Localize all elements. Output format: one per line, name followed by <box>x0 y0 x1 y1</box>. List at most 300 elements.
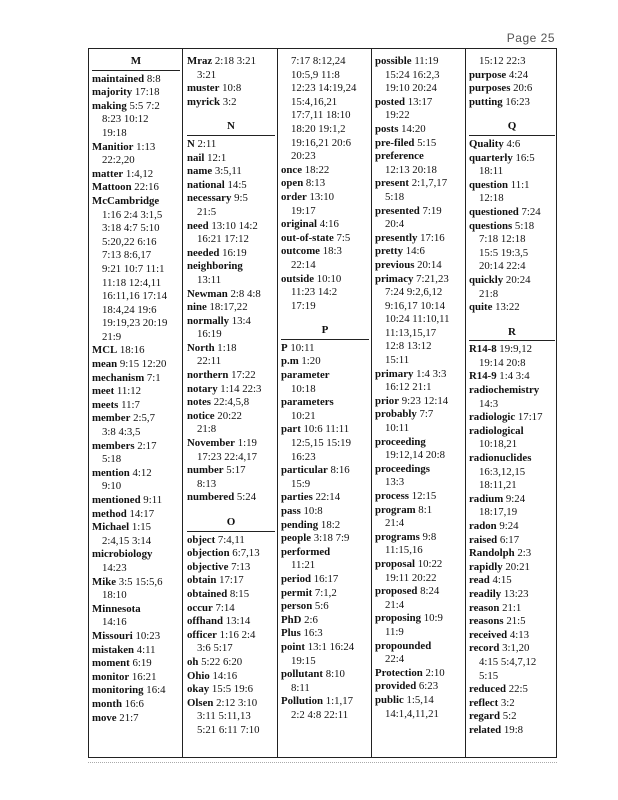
index-entry <box>375 150 463 164</box>
page-line-refs: 1:5,14 <box>406 693 434 706</box>
page-line-refs: 8:13 <box>305 177 326 190</box>
index-term: present <box>375 177 409 190</box>
page-line-refs: 1:18 <box>217 341 237 354</box>
section-heading: Q <box>469 120 555 136</box>
index-entry <box>92 412 180 426</box>
page-line-refs: 18:10 <box>102 589 127 602</box>
index-entry <box>281 668 369 682</box>
index-entry <box>281 519 369 533</box>
index-entry <box>469 574 555 588</box>
index-continuation <box>92 317 180 331</box>
index-continuation <box>281 55 369 69</box>
index-continuation <box>469 670 555 684</box>
index-entry <box>92 467 180 481</box>
index-continuation <box>187 724 275 738</box>
page-line-refs: 13:10 14:2 <box>211 219 258 232</box>
index-continuation <box>281 437 369 451</box>
page-line-refs: 10:11 <box>385 422 410 435</box>
index-term: purpose <box>469 68 507 81</box>
page-line-refs: 2:3 <box>517 547 532 560</box>
index-entry <box>92 344 180 358</box>
page-line-refs: 19:14 20:8 <box>479 356 526 369</box>
index-continuation <box>375 286 463 300</box>
index-entry <box>375 612 463 626</box>
index-entry <box>375 694 463 708</box>
page-line-refs: 8:10 <box>325 668 345 681</box>
index-term: members <box>92 439 135 452</box>
index-continuation <box>469 288 555 302</box>
index-entry <box>281 505 369 519</box>
index-entry <box>187 615 275 629</box>
index-term: majority <box>92 86 133 99</box>
index-term: North <box>187 341 215 354</box>
page-line-refs: 2:8 4:8 <box>230 287 261 300</box>
index-entry <box>469 138 555 152</box>
page-line-refs: 11:23 14:2 <box>291 286 338 299</box>
index-entry <box>281 191 369 205</box>
index-entry <box>92 358 180 372</box>
index-continuation <box>92 263 180 277</box>
index-term: N <box>187 137 195 150</box>
page-line-refs: 16:21 17:12 <box>197 233 249 246</box>
page-line-refs: 13:23 <box>503 587 529 600</box>
page-line-refs: 10:5,9 11:8 <box>291 68 340 81</box>
index-term: Ohio <box>187 669 210 682</box>
index-term: primary <box>375 367 414 380</box>
index-entry <box>92 508 180 522</box>
page-line-refs: 12:15 <box>411 490 437 502</box>
index-term: presently <box>375 231 418 244</box>
index-entry <box>469 547 555 561</box>
index-entry <box>187 697 275 711</box>
page-line-refs: 7:18 12:18 <box>479 233 526 246</box>
index-term: object <box>187 533 216 546</box>
page-line-refs: 1:14 22:3 <box>220 382 262 395</box>
index-entry <box>92 440 180 454</box>
index-term: radium <box>469 492 504 505</box>
index-term: reasons <box>469 615 504 628</box>
index-continuation <box>375 69 463 83</box>
page-line-refs: 16:5 <box>515 151 535 164</box>
index-entry <box>92 603 180 617</box>
index-entry <box>187 301 275 315</box>
index-term: questions <box>469 219 513 232</box>
page-line-refs: 10:18,21 <box>479 438 518 451</box>
page-line-refs: 20:23 <box>291 150 316 163</box>
page-line-refs: 21:4 <box>385 517 405 530</box>
page-line-refs: 13:11 <box>197 273 222 286</box>
index-term: myrick <box>187 95 220 108</box>
page-line-refs: 22:11 <box>197 355 222 368</box>
page-line-refs: 3:8 4:3,5 <box>102 426 141 439</box>
page-line-refs: 5:22 6:20 <box>201 655 243 668</box>
page-line-refs: 11:13,15,17 <box>385 326 437 339</box>
index-term: mechanism <box>92 371 145 384</box>
page-line-refs: 8:16 <box>330 464 350 477</box>
index-continuation <box>92 222 180 236</box>
index-term: occur <box>187 601 213 614</box>
index-entry <box>469 425 555 439</box>
index-term: obtain <box>187 574 217 587</box>
index-entry <box>92 86 180 100</box>
page-line-refs: 16:19 <box>197 328 222 341</box>
index-continuation <box>187 233 275 247</box>
index-term: propounded <box>375 639 432 652</box>
page-line-refs: 15:9 <box>291 477 311 490</box>
index-continuation <box>375 82 463 96</box>
page-line-refs: 14:3 <box>479 397 499 410</box>
index-continuation <box>281 123 369 137</box>
index-term: mistaken <box>92 643 134 656</box>
index-entry <box>375 177 463 191</box>
page-line-refs: 3:11 5:11,13 <box>197 710 251 723</box>
page-line-refs: 16:19 <box>222 246 247 259</box>
index-term: parties <box>281 491 313 504</box>
index-term: meet <box>92 385 115 398</box>
index-continuation <box>375 476 463 490</box>
index-term: pass <box>281 505 301 517</box>
index-term: received <box>469 628 508 641</box>
index-continuation <box>469 479 555 493</box>
index-entry <box>281 546 369 560</box>
section-heading: N <box>187 120 275 136</box>
page-line-refs: 4:11 <box>136 643 156 656</box>
index-entry <box>187 410 275 424</box>
index-entry <box>187 588 275 602</box>
index-entry <box>469 710 555 724</box>
page-line-refs: 18:20 19:1,2 <box>291 122 346 135</box>
index-term: radiochemistry <box>469 384 540 397</box>
page-line-refs: 13:3 <box>385 476 405 489</box>
page-line-refs: 1:4 3:4 <box>499 370 530 383</box>
page-line-refs: 10:8 <box>303 505 323 517</box>
index-entry <box>375 273 463 287</box>
column-divider <box>182 49 183 757</box>
index-term: P <box>281 341 288 354</box>
index-continuation <box>92 290 180 304</box>
index-continuation <box>469 192 555 206</box>
index-term: parameters <box>281 396 334 409</box>
page-line-refs: 2:2 4:8 22:11 <box>291 708 349 721</box>
index-continuation <box>281 259 369 273</box>
index-continuation <box>375 313 463 327</box>
index-entry <box>469 301 555 315</box>
index-column-4 <box>375 49 463 757</box>
index-entry <box>375 123 463 137</box>
index-continuation <box>281 82 369 96</box>
page-line-refs: 13:17 <box>407 95 433 108</box>
index-entry <box>281 369 369 383</box>
index-term: objection <box>187 547 230 560</box>
index-term: muster <box>187 82 220 95</box>
index-entry <box>469 683 555 697</box>
index-term: question <box>469 178 509 191</box>
index-term: notice <box>187 409 215 422</box>
page-line-refs: 1:4 3:3 <box>416 367 447 380</box>
page-line-refs: 5:6 <box>314 600 329 613</box>
index-term: readily <box>469 587 502 600</box>
index-entry <box>469 602 555 616</box>
page-line-refs: 4:15 5:4,7,12 <box>479 655 537 668</box>
page-line-refs: 2:4,15 3:14 <box>102 534 152 547</box>
page-line-refs: 19:19,23 20:19 <box>102 317 168 330</box>
index-entry <box>469 69 555 83</box>
index-entry <box>469 179 555 193</box>
index-term: McCambridge <box>92 194 160 207</box>
page-line-refs: 15:24 16:2,3 <box>385 68 440 81</box>
index-term: need <box>187 219 209 232</box>
index-entry <box>375 558 463 572</box>
index-continuation <box>375 381 463 395</box>
index-entry <box>187 315 275 329</box>
page-line-refs: 2:6 <box>304 613 318 626</box>
index-continuation <box>469 260 555 274</box>
index-entry <box>469 697 555 711</box>
page-line-refs: 17:18 <box>134 86 160 99</box>
index-entry <box>92 698 180 712</box>
index-entry <box>281 573 369 587</box>
page-line-refs: 10:24 11:10,11 <box>385 313 450 326</box>
page-line-refs: 3:18 4:7 5:10 <box>102 222 160 235</box>
page-line-refs: 18:11 <box>479 165 504 178</box>
index-entry <box>375 96 463 110</box>
index-entry <box>92 181 180 195</box>
index-column-1 <box>92 49 180 757</box>
index-term: notary <box>187 382 218 395</box>
index-continuation <box>375 340 463 354</box>
page-line-refs: 10:6 11:11 <box>303 423 350 436</box>
index-continuation <box>281 383 369 397</box>
index-term: pre-filed <box>375 136 415 149</box>
page-line-refs: 21:4 <box>385 598 405 611</box>
page-line-refs: 2:10 <box>425 666 445 679</box>
index-continuation <box>281 709 369 723</box>
index-term: once <box>281 163 302 176</box>
index-term: rapidly <box>469 560 503 573</box>
index-term: Michael <box>92 521 130 534</box>
page-line-refs: 11:15,16 <box>385 544 423 557</box>
index-continuation <box>469 398 555 412</box>
index-continuation <box>92 113 180 127</box>
index-term: read <box>469 574 490 587</box>
index-entry <box>187 192 275 206</box>
index-entry <box>187 656 275 670</box>
index-term: offhand <box>187 615 224 628</box>
index-term: original <box>281 218 317 231</box>
index-term: radiological <box>469 424 524 437</box>
page-line-refs: 20:14 22:4 <box>479 260 526 273</box>
page-line-refs: 18:4,24 19:6 <box>102 303 157 316</box>
page-line-refs: 9:15 12:20 <box>119 358 167 371</box>
page-line-refs: 21:8 <box>197 423 217 436</box>
index-term: regard <box>469 710 500 723</box>
page-line-refs: 16:3,12,15 <box>479 465 526 478</box>
index-term: Olsen <box>187 696 214 709</box>
index-term: R14-8 <box>469 343 497 356</box>
page-line-refs: 1:13 <box>136 140 156 153</box>
page-line-refs: 2:1,7,17 <box>411 177 448 190</box>
index-term: open <box>281 177 304 190</box>
column-divider <box>277 49 278 757</box>
index-term: radon <box>469 520 497 532</box>
index-term: Mattoon <box>92 181 132 194</box>
index-entry <box>469 411 555 425</box>
page-line-refs: 4:12 <box>132 466 152 479</box>
index-term: raised <box>469 533 498 546</box>
index-term: reason <box>469 601 500 614</box>
index-term: reduced <box>469 683 506 696</box>
index-entry <box>92 548 180 562</box>
page-line-refs: 14:17 <box>129 507 155 520</box>
index-entry <box>469 724 555 738</box>
page-line-refs: 13:10 <box>309 190 335 203</box>
page-line-refs: 1:15 <box>131 521 152 534</box>
index-term: moment <box>92 657 130 670</box>
page-line-refs: 12:8 13:12 <box>385 340 432 353</box>
index-continuation <box>92 535 180 549</box>
page-line-refs: 8:1 <box>418 503 433 516</box>
index-term: obtained <box>187 587 228 600</box>
page-line-refs: 11:1 <box>510 178 530 191</box>
page-line-refs: 9:24 <box>499 520 519 532</box>
page-line-refs: 7:14 <box>215 601 235 614</box>
page-line-refs: 10:10 <box>316 272 342 285</box>
index-entry <box>375 531 463 545</box>
index-entry <box>92 195 180 209</box>
index-continuation <box>187 328 275 342</box>
page-line-refs: 12:18 <box>479 192 504 205</box>
page-line-refs: 7:7 <box>419 408 434 421</box>
page-line-refs: 1:1,17 <box>325 695 353 708</box>
page-line-refs: 2:17 <box>137 439 157 452</box>
index-continuation <box>92 249 180 263</box>
index-entry <box>92 521 180 535</box>
page-line-refs: 9:16,17 10:14 <box>385 299 445 312</box>
index-continuation <box>375 191 463 205</box>
index-entry <box>281 587 369 601</box>
index-term: presented <box>375 204 420 217</box>
index-continuation <box>187 642 275 656</box>
index-entry <box>92 399 180 413</box>
index-term: public <box>375 693 404 706</box>
index-column-2 <box>187 49 275 757</box>
index-entry <box>375 490 463 504</box>
index-continuation <box>469 466 555 480</box>
index-term: radionuclides <box>469 452 532 465</box>
page-line-refs: 5:20,22 6:16 <box>102 235 157 248</box>
index-continuation <box>92 589 180 603</box>
index-entry <box>92 576 180 590</box>
index-continuation <box>187 451 275 465</box>
index-continuation <box>92 154 180 168</box>
page-line-refs: 20:14 <box>417 258 442 271</box>
index-term: month <box>92 697 122 710</box>
index-term: MCL <box>92 344 118 357</box>
index-entry <box>92 168 180 182</box>
page-line-refs: 16:11,16 17:14 <box>102 290 167 303</box>
index-entry <box>187 491 275 505</box>
index-entry <box>281 245 369 259</box>
index-term: okay <box>187 683 210 696</box>
index-entry <box>92 630 180 644</box>
index-entry <box>281 396 369 410</box>
index-term: proposed <box>375 585 418 598</box>
index-term: people <box>281 532 311 545</box>
index-entry <box>281 232 369 246</box>
index-entry <box>469 152 555 166</box>
page-line-refs: 11:7 <box>121 398 140 411</box>
page-line-refs: 5:18 <box>385 190 405 203</box>
index-term: provided <box>375 680 417 693</box>
index-term: proceedings <box>375 462 430 475</box>
index-continuation <box>469 357 555 371</box>
index-entry <box>281 600 369 614</box>
index-continuation <box>281 410 369 424</box>
page-line-refs: 3:2 <box>500 696 515 709</box>
page-line-refs: 5:18 <box>514 219 535 232</box>
index-term: quite <box>469 301 493 314</box>
index-term: mean <box>92 358 118 371</box>
index-continuation <box>281 682 369 696</box>
index-entry <box>187 247 275 261</box>
index-entry <box>281 423 369 437</box>
page-line-refs: 7:13 8:6,17 <box>102 249 152 262</box>
index-term: preference <box>375 150 424 163</box>
page-line-refs: 18:3 <box>322 245 342 258</box>
page-line-refs: 21:1 <box>502 601 522 614</box>
index-term: quarterly <box>469 151 513 164</box>
index-term: Manitior <box>92 140 134 153</box>
page-line-refs: 1:4,12 <box>125 167 154 180</box>
index-entry <box>375 504 463 518</box>
page-line-refs: 15:4,16,21 <box>291 95 338 108</box>
page-line-refs: 22:4 <box>385 653 405 666</box>
index-continuation <box>375 109 463 123</box>
page-line-refs: 5:21 6:11 7:10 <box>197 723 260 736</box>
index-continuation <box>375 653 463 667</box>
page-line-refs: 16:23 <box>505 95 530 108</box>
page-line-refs: 15:11 <box>385 354 410 367</box>
page-line-refs: 8:13 <box>197 477 217 490</box>
page-line-refs: 4:6 <box>506 137 521 150</box>
index-term: quickly <box>469 273 504 286</box>
page-line-refs: 3:2 <box>222 95 237 108</box>
index-term: purposes <box>469 82 511 95</box>
page-line-refs: 2:11 <box>197 137 217 150</box>
index-entry <box>469 384 555 398</box>
index-term: matter <box>92 167 124 180</box>
index-entry <box>187 437 275 451</box>
page-line-refs: 11:21 <box>291 559 316 572</box>
index-continuation <box>375 354 463 368</box>
index-entry <box>281 532 369 546</box>
index-continuation <box>469 165 555 179</box>
index-continuation <box>375 164 463 178</box>
page-line-refs: 1:16 2:4 <box>219 628 256 641</box>
page-line-refs: 9:10 <box>102 480 122 493</box>
index-term: outcome <box>281 245 320 258</box>
index-term: Missouri <box>92 629 133 642</box>
index-term: putting <box>469 95 503 108</box>
index-entry <box>92 100 180 114</box>
index-continuation <box>187 274 275 288</box>
index-term: oh <box>187 655 199 668</box>
index-term: mention <box>92 466 130 479</box>
index-term: pending <box>281 518 319 531</box>
index-entry <box>187 396 275 410</box>
page-line-refs: 3:18 7:9 <box>313 532 350 545</box>
index-term: meets <box>92 398 119 411</box>
